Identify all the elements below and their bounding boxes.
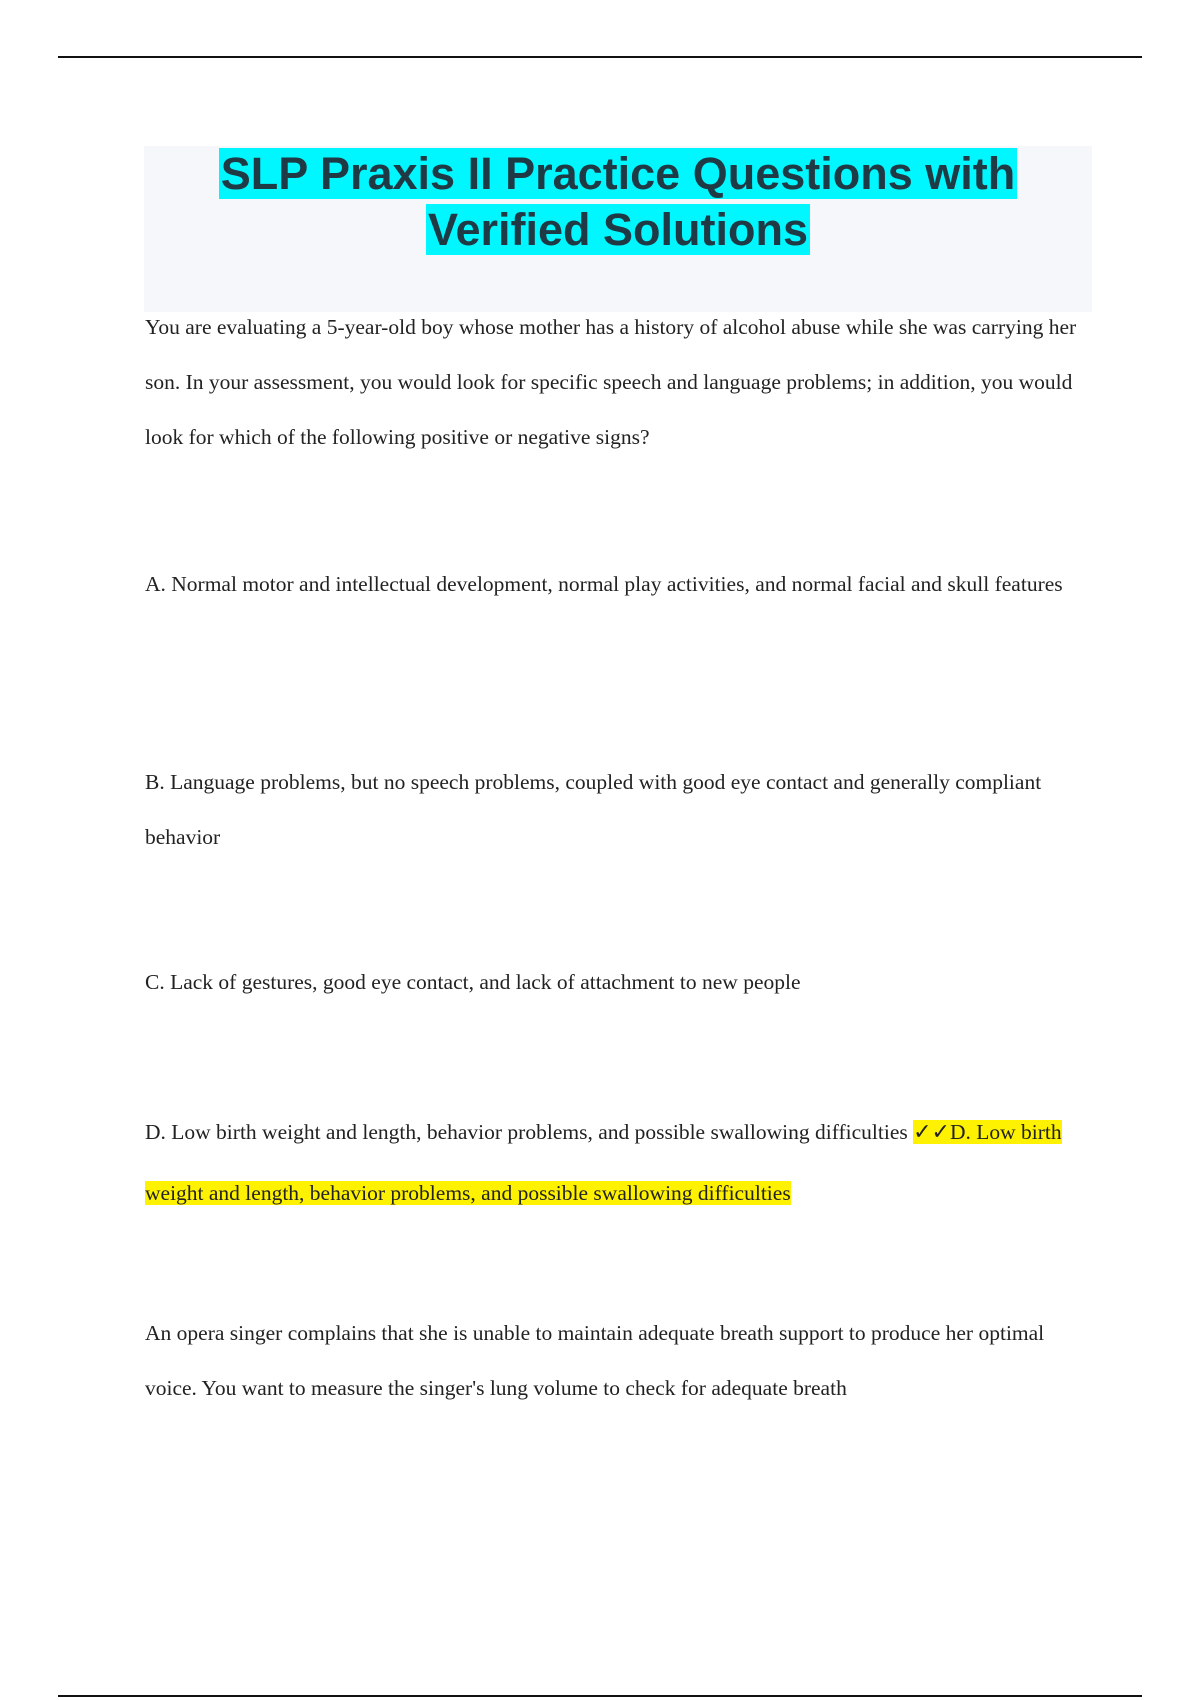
footer-rule: [58, 1695, 1142, 1697]
title-line-2: Verified Solutions: [427, 204, 809, 255]
header-rule: [58, 56, 1142, 58]
double-check-icon: ✓✓: [913, 1120, 950, 1145]
title-line-1: SLP Praxis II Practice Questions with: [220, 148, 1016, 199]
option-d-text: D. Low birth weight and length, behavior problems, and possible swallowing difficulties: [145, 1120, 908, 1144]
question-1-option-d: [145, 1102, 1095, 1224]
question-1-option-a: A. Normal motor and intellectual development, normal play activities, and normal facial and skull features: [145, 572, 1063, 596]
question-1-option-c: C. Lack of gestures, good eye contact, and lack of attachment to new people: [145, 970, 801, 994]
question-1-stem: You are evaluating a 5-year-old boy whose mother has a history of alcohol abuse while she was carrying her son. In your assessment, you would look for specific speech and language problems; in addition, you would look for which of the following positive or negative signs?: [145, 315, 1077, 449]
question-1-option-b: B. Language problems, but no speech problems, coupled with good eye contact and generally compliant behavior: [145, 770, 1042, 849]
question-2-stem: An opera singer complains that she is unable to maintain adequate breath support to produce her optimal voice. You want to measure the singer's lung volume to check for adequate breath: [145, 1321, 1045, 1400]
answer-text: D. Low birth weight and length, behavior problems, and possible swallowing difficulties: [145, 1120, 1062, 1205]
document-title: [144, 146, 1092, 258]
title-block: [144, 146, 1092, 312]
